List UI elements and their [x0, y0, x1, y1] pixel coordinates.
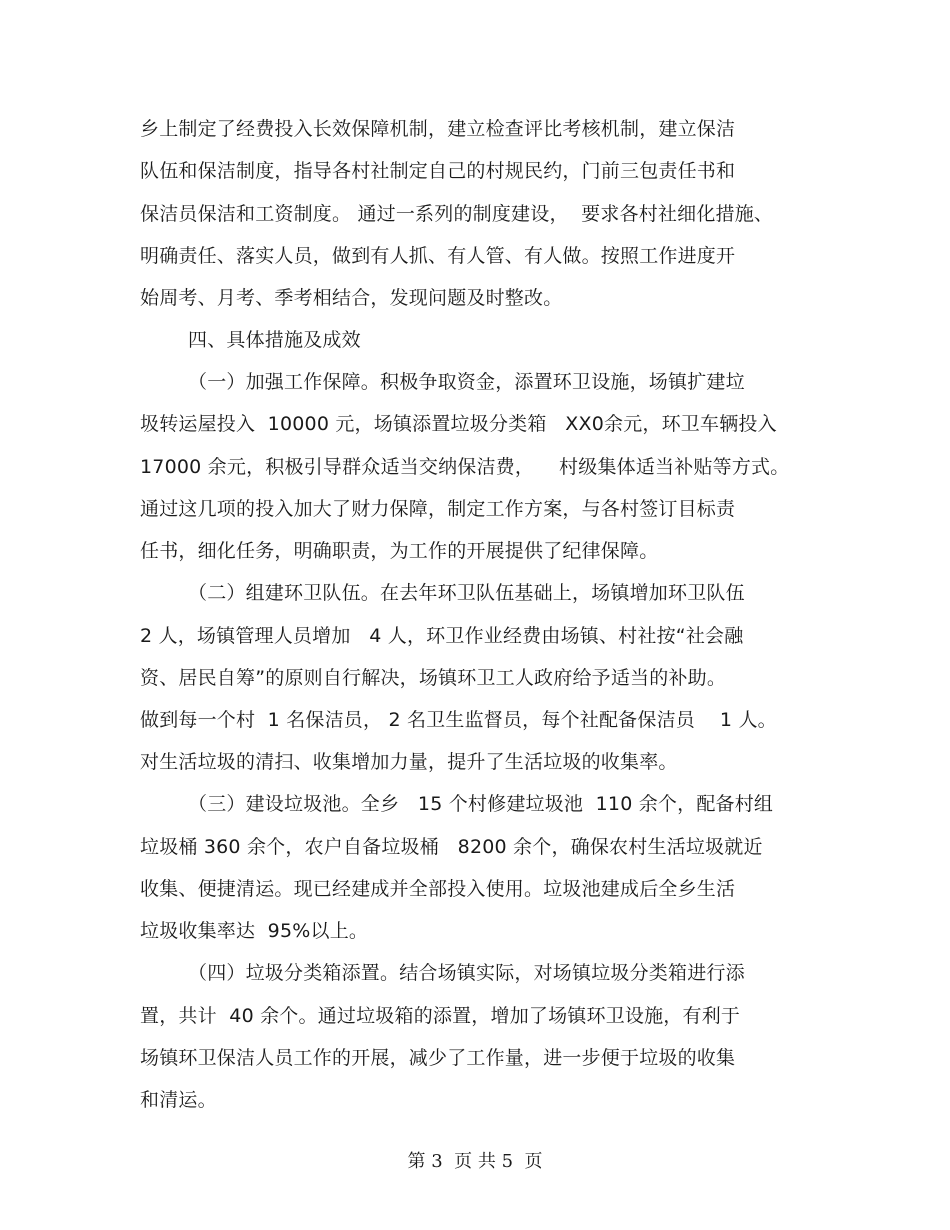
text-line: 队伍和保洁制度，指导各村社制定自己的村规民约，门前三包责任书和 — [140, 160, 736, 182]
text-line: 垃圾收集率达 95%以上。 — [140, 920, 369, 942]
text-line: 置，共计 40 余个。通过垃圾箱的添置，增加了场镇环卫设施，有利于 — [140, 1005, 741, 1027]
text-line: 和清运。 — [140, 1089, 217, 1111]
text-line: （二）组建环卫队伍。在去年环卫队伍基础上，场镇增加环卫队伍 — [188, 582, 745, 604]
text-line: 做到每一个村 1 名保洁员， 2 名卫生监督员，每个社配备保洁员 1 人。 — [140, 709, 777, 731]
text-line: 乡上制定了经费投入长效保障机制，建立检查评比考核机制，建立保洁 — [140, 118, 736, 140]
text-line: 明确责任、落实人员，做到有人抓、有人管、有人做。按照工作进度开 — [140, 245, 736, 267]
text-line: 场镇环卫保洁人员工作的开展，减少了工作量，进一步便于垃圾的收集 — [140, 1047, 736, 1069]
page-footer: 第 3 页 共 5 页 — [407, 1151, 543, 1172]
text-line: 始周考、月考、季考相结合，发现问题及时整改。 — [140, 287, 563, 309]
text-line: 资、居民自筹”的原则自行解决，场镇环卫工人政府给予适当的补助。 — [140, 667, 727, 689]
text-line: 通过这几项的投入加大了财力保障，制定工作方案，与各村签订目标责 — [140, 498, 736, 520]
text-line: 任书，细化任务，明确职责，为工作的开展提供了纪律保障。 — [140, 540, 659, 562]
text-line: 2 人，场镇管理人员增加 4 人，环卫作业经费由场镇、村社按“社会融 — [140, 625, 744, 647]
text-line: （一）加强工作保障。积极争取资金，添置环卫设施，场镇扩建垃 — [188, 371, 745, 393]
text-line: 垃圾桶 360 余个，农户自备垃圾桶 8200 余个，确保农村生活垃圾就近 — [140, 836, 763, 858]
section-heading: 四、具体措施及成效 — [188, 329, 361, 351]
text-line: （四）垃圾分类箱添置。结合场镇实际，对场镇垃圾分类箱进行添 — [188, 962, 745, 984]
text-line: （三）建设垃圾池。全乡 15 个村修建垃圾池 110 余个，配备村组 — [188, 793, 774, 815]
text-line: 收集、便捷清运。现已经建成并全部投入使用。垃圾池建成后全乡生活 — [140, 878, 736, 900]
text-line: 保洁员保洁和工资制度。 通过一系列的制度建设， 要求各村社细化措施、 — [140, 203, 774, 225]
text-line: 对生活垃圾的清扫、收集增加力量，提升了生活垃圾的收集率。 — [140, 751, 678, 773]
text-line: 17000 余元，积极引导群众适当交纳保洁费， 村级集体适当补贴等方式。 — [140, 456, 790, 478]
text-line: 圾转运屋投入 10000 元，场镇添置垃圾分类箱 XX0余元，环卫车辆投入 — [140, 413, 777, 435]
